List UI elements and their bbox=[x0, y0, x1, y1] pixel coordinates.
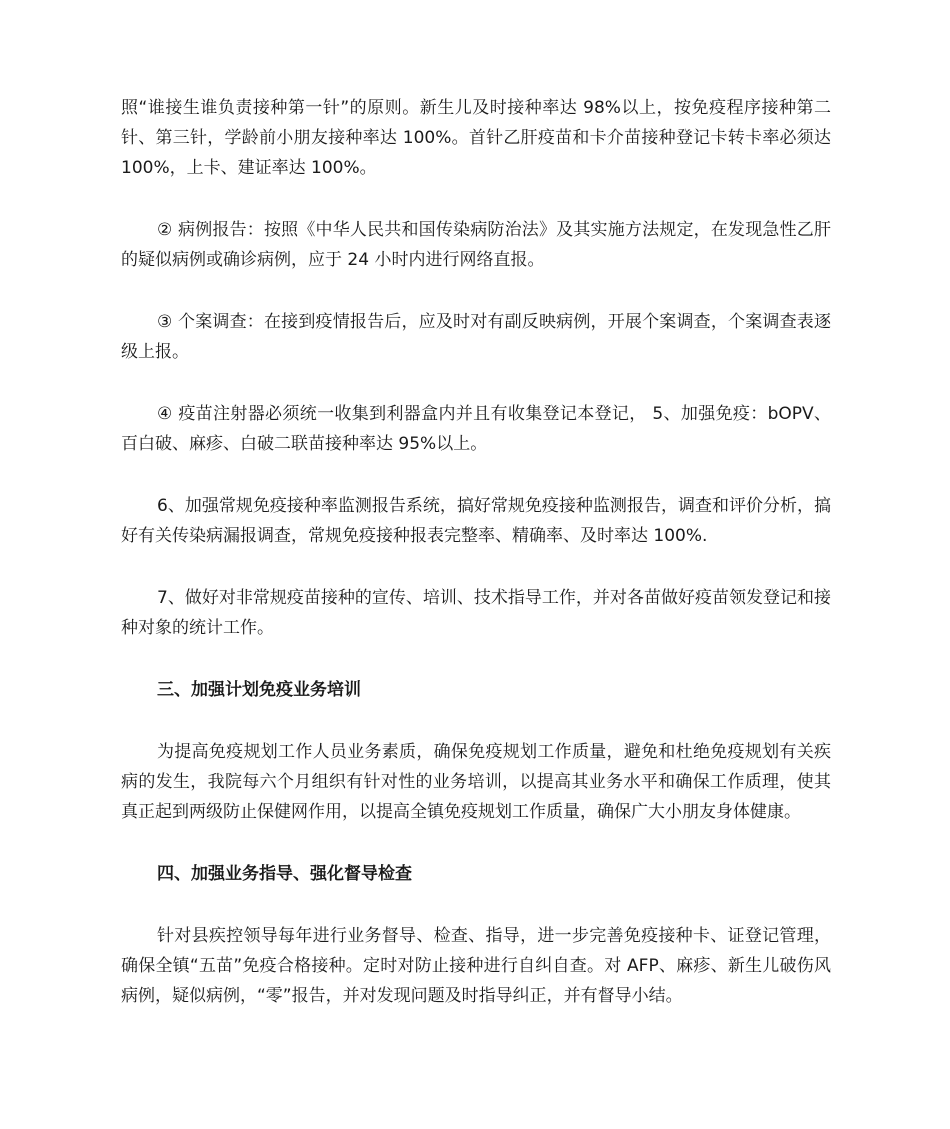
section-heading-supervision: 四、加强业务指导、强化督导检查 bbox=[157, 864, 412, 884]
paragraph-case-investigation: ③ 个案调查：在接到疫情报告后，应及时对有副反映病例，开展个案调查，个案调查表逐级上报。 bbox=[121, 312, 831, 362]
paragraph-monitoring-system: 6、加强常规免疫接种率监测报告系统，搞好常规免疫接种监测报告，调查和评价分析，搞好有关传染病漏报调查，常规免疫接种报表完整率、精确率、及时率达 100%. bbox=[121, 496, 831, 546]
document-page bbox=[121, 93, 831, 1011]
paragraph-syringe-collection: ④ 疫苗注射器必须统一收集到利器盒内并且有收集登记本登记， 5、加强免疫：bOPV、百白破、麻疹、白破二联苗接种率达 95%以上。 bbox=[121, 404, 831, 454]
paragraph-vaccination-rates: 照“谁接生谁负责接种第一针”的原则。新生儿及时接种率达 98%以上，按免疫程序接种第二针、第三针，学龄前小朋友接种率达 100%。首针乙肝疫苗和卡介苗接种登记卡转卡率必须达 100%，上卡、建证率达 100%。 bbox=[121, 98, 831, 178]
paragraph-supervision: 针对县疾控领导每年进行业务督导、检查、指导，进一步完善免疫接种卡、证登记管理，确保全镇“五苗”免疫合格接种。定时对防止接种进行自纠自查。对 AFP、麻疹、新生儿破伤风病例，疑似病例，“零”报告，并对发现问题及时指导纠正，并有督导小结。 bbox=[121, 926, 831, 1006]
paragraph-training: 为提高免疫规划工作人员业务素质，确保免疫规划工作质量，避免和杜绝免疫规划有关疾病的发生，我院每六个月组织有针对性的业务培训，以提高其业务水平和确保工作质理，使其真正起到两级防止保健网作用，以提高全镇免疫规划工作质量，确保广大小朋友身体健康。 bbox=[121, 742, 831, 822]
section-heading-training: 三、加强计划免疫业务培训 bbox=[157, 680, 361, 700]
paragraph-case-report: ② 病例报告：按照《中华人民共和国传染病防治法》及其实施方法规定，在发现急性乙肝的疑似病例或确诊病例，应于 24 小时内进行网络直报。 bbox=[121, 220, 831, 270]
paragraph-non-routine-vaccines: 7、做好对非常规疫苗接种的宣传、培训、技术指导工作，并对各苗做好疫苗领发登记和接种对象的统计工作。 bbox=[121, 588, 831, 638]
